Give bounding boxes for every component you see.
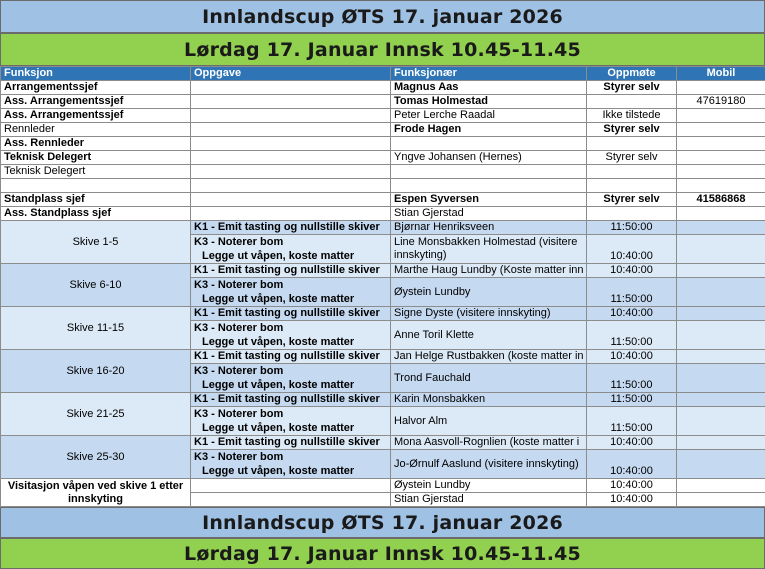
task-k1: K1 - Emit tasting og nullstille skiver [191,436,391,450]
funksjon-cell: Teknisk Delegert [1,165,191,179]
visitasjon-oppmote: 10:40:00 [587,493,677,507]
k3-funksjonaer: Halvor Alm [391,407,587,436]
k1-funksjonaer: Mona Aasvoll-Rognlien (koste matter i [391,436,587,450]
table-row [1,137,765,151]
task-k3-line1: K3 - Noterer bom [194,407,387,421]
mobil-cell [677,123,765,137]
k1-funksjonaer: Jan Helge Rustbakken (koste matter in [391,350,587,364]
funksjonaer-cell: Peter Lerche Raadal [391,109,587,123]
task-k3-line1: K3 - Noterer bom [194,321,387,335]
task-k3-line2: Legge ut våpen, koste matter [194,249,387,263]
table-row [1,95,765,109]
oppgave-cell [191,193,391,207]
header-title: Innlandscup ØTS 17. januar 2026 [0,0,765,33]
task-k1: K1 - Emit tasting og nullstille skiver [191,393,391,407]
skive-k1-row [1,264,765,278]
k3-oppmote: 11:50:00 [587,321,677,350]
task-k1: K1 - Emit tasting og nullstille skiver [191,307,391,321]
task-k3-line2: Legge ut våpen, koste matter [194,464,387,478]
task-k3 [191,278,391,307]
oppgave-cell [191,81,391,95]
k1-mobil [677,436,765,450]
funksjon-cell: Ass. Arrangementssjef [1,95,191,109]
visitasjon-funksjonaer: Øystein Lundby [391,479,587,493]
mobil-cell [677,207,765,221]
table-row [1,179,765,193]
mobil-cell [677,151,765,165]
oppmote-cell [587,137,677,151]
skive-k1-row [1,307,765,321]
funksjonaer-cell: Stian Gjerstad [391,207,587,221]
oppmote-cell: Styrer selv [587,81,677,95]
task-k3 [191,321,391,350]
oppmote-cell: Styrer selv [587,193,677,207]
table-row [1,151,765,165]
task-k1: K1 - Emit tasting og nullstille skiver [191,221,391,235]
k1-funksjonaer: Marthe Haug Lundby (Koste matter inn [391,264,587,278]
footer-subtitle: Lørdag 17. Januar Innsk 10.45-11.45 [0,538,765,569]
oppmote-cell: Styrer selv [587,151,677,165]
k3-funksjonaer: Trond Fauchald [391,364,587,393]
col-header-mobil: Mobil [677,67,765,81]
oppgave-cell [191,109,391,123]
k1-funksjonaer: Signe Dyste (visitere innskyting) [391,307,587,321]
oppmote-cell [587,207,677,221]
mobil-cell [677,81,765,95]
skive-k1-row [1,350,765,364]
funksjon-cell: Ass. Standplass sjef [1,207,191,221]
visitasjon-oppgave [191,493,391,507]
task-k3-line1: K3 - Noterer bom [194,450,387,464]
k1-oppmote: 11:50:00 [587,393,677,407]
visitasjon-mobil [677,479,765,493]
col-header-funksjonaer: Funksjonær [391,67,587,81]
k1-oppmote: 10:40:00 [587,307,677,321]
funksjon-cell: Ass. Arrangementssjef [1,109,191,123]
k1-funksjonaer: Karin Monsbakken [391,393,587,407]
visitasjon-row [1,479,765,493]
funksjonaer-cell [391,179,587,193]
visitasjon-mobil [677,493,765,507]
funksjonaer-cell: Tomas Holmestad [391,95,587,109]
k1-mobil [677,350,765,364]
skive-label: Skive 16-20 [1,350,191,393]
task-k3-line2: Legge ut våpen, koste matter [194,335,387,349]
oppgave-cell [191,151,391,165]
funksjonaer-cell: Magnus Aas [391,81,587,95]
k1-funksjonaer: Bjørnar Henriksveen [391,221,587,235]
k3-funksjonaer: Jo-Ørnulf Aaslund (visitere innskyting) [391,450,587,479]
table-row [1,123,765,137]
duty-roster-table [0,66,765,507]
task-k3 [191,450,391,479]
k3-oppmote: 11:50:00 [587,364,677,393]
k3-oppmote: 10:40:00 [587,235,677,264]
oppmote-cell: Styrer selv [587,123,677,137]
oppmote-cell [587,165,677,179]
mobil-cell [677,179,765,193]
task-k3-line2: Legge ut våpen, koste matter [194,421,387,435]
skive-label: Skive 25-30 [1,436,191,479]
task-k3 [191,364,391,393]
oppmote-cell: Ikke tilstede [587,109,677,123]
k1-mobil [677,264,765,278]
footer-title: Innlandscup ØTS 17. januar 2026 [0,507,765,538]
table-row [1,165,765,179]
oppgave-cell [191,179,391,193]
col-header-oppgave: Oppgave [191,67,391,81]
funksjonaer-cell: Frode Hagen [391,123,587,137]
task-k3-line1: K3 - Noterer bom [194,364,387,378]
k1-mobil [677,221,765,235]
oppgave-cell [191,207,391,221]
task-k3 [191,407,391,436]
k3-funksjonaer: Line Monsbakken Holmestad (visitere innskyting) [391,235,587,264]
funksjon-cell [1,179,191,193]
k1-oppmote: 10:40:00 [587,264,677,278]
funksjonaer-cell [391,165,587,179]
task-k1: K1 - Emit tasting og nullstille skiver [191,264,391,278]
k1-oppmote: 10:40:00 [587,436,677,450]
table-row [1,109,765,123]
table-body [1,81,765,507]
oppgave-cell [191,165,391,179]
col-header-oppmote: Oppmøte [587,67,677,81]
visitasjon-oppmote: 10:40:00 [587,479,677,493]
funksjon-cell: Ass. Rennleder [1,137,191,151]
k3-mobil [677,450,765,479]
oppgave-cell [191,123,391,137]
funksjon-cell: Arrangementssjef [1,81,191,95]
k3-mobil [677,278,765,307]
table-row [1,81,765,95]
skive-label: Skive 1-5 [1,221,191,264]
funksjon-cell: Rennleder [1,123,191,137]
funksjonaer-cell: Espen Syversen [391,193,587,207]
header-subtitle: Lørdag 17. Januar Innsk 10.45-11.45 [0,33,765,66]
k1-mobil [677,307,765,321]
k3-mobil [677,364,765,393]
task-k3 [191,235,391,264]
k3-oppmote: 10:40:00 [587,450,677,479]
k3-mobil [677,235,765,264]
funksjon-cell: Standplass sjef [1,193,191,207]
skive-k1-row [1,436,765,450]
k3-mobil [677,407,765,436]
mobil-cell [677,109,765,123]
oppmote-cell [587,95,677,109]
funksjonaer-cell [391,137,587,151]
table-row [1,207,765,221]
skive-k1-row [1,221,765,235]
k3-oppmote: 11:50:00 [587,407,677,436]
k3-funksjonaer: Øystein Lundby [391,278,587,307]
mobil-cell [677,165,765,179]
k3-mobil [677,321,765,350]
k3-oppmote: 11:50:00 [587,278,677,307]
task-k3-line1: K3 - Noterer bom [194,278,387,292]
task-k3-line1: K3 - Noterer bom [194,235,387,249]
k1-mobil [677,393,765,407]
task-k3-line2: Legge ut våpen, koste matter [194,292,387,306]
visitasjon-funksjonaer: Stian Gjerstad [391,493,587,507]
oppmote-cell [587,179,677,193]
skive-label: Skive 21-25 [1,393,191,436]
visitasjon-label: Visitasjon våpen ved skive 1 etter innskyting [1,479,191,507]
col-header-funksjon: Funksjon [1,67,191,81]
skive-label: Skive 6-10 [1,264,191,307]
k3-funksjonaer: Anne Toril Klette [391,321,587,350]
k1-oppmote: 10:40:00 [587,350,677,364]
funksjonaer-cell: Yngve Johansen (Hernes) [391,151,587,165]
k1-oppmote: 11:50:00 [587,221,677,235]
mobil-cell: 47619180 [677,95,765,109]
table-row [1,193,765,207]
task-k3-line2: Legge ut våpen, koste matter [194,378,387,392]
skive-label: Skive 11-15 [1,307,191,350]
table-header-row [1,67,765,81]
mobil-cell [677,137,765,151]
funksjon-cell: Teknisk Delegert [1,151,191,165]
oppgave-cell [191,137,391,151]
oppgave-cell [191,95,391,109]
task-k1: K1 - Emit tasting og nullstille skiver [191,350,391,364]
visitasjon-oppgave [191,479,391,493]
mobil-cell: 41586868 [677,193,765,207]
skive-k1-row [1,393,765,407]
